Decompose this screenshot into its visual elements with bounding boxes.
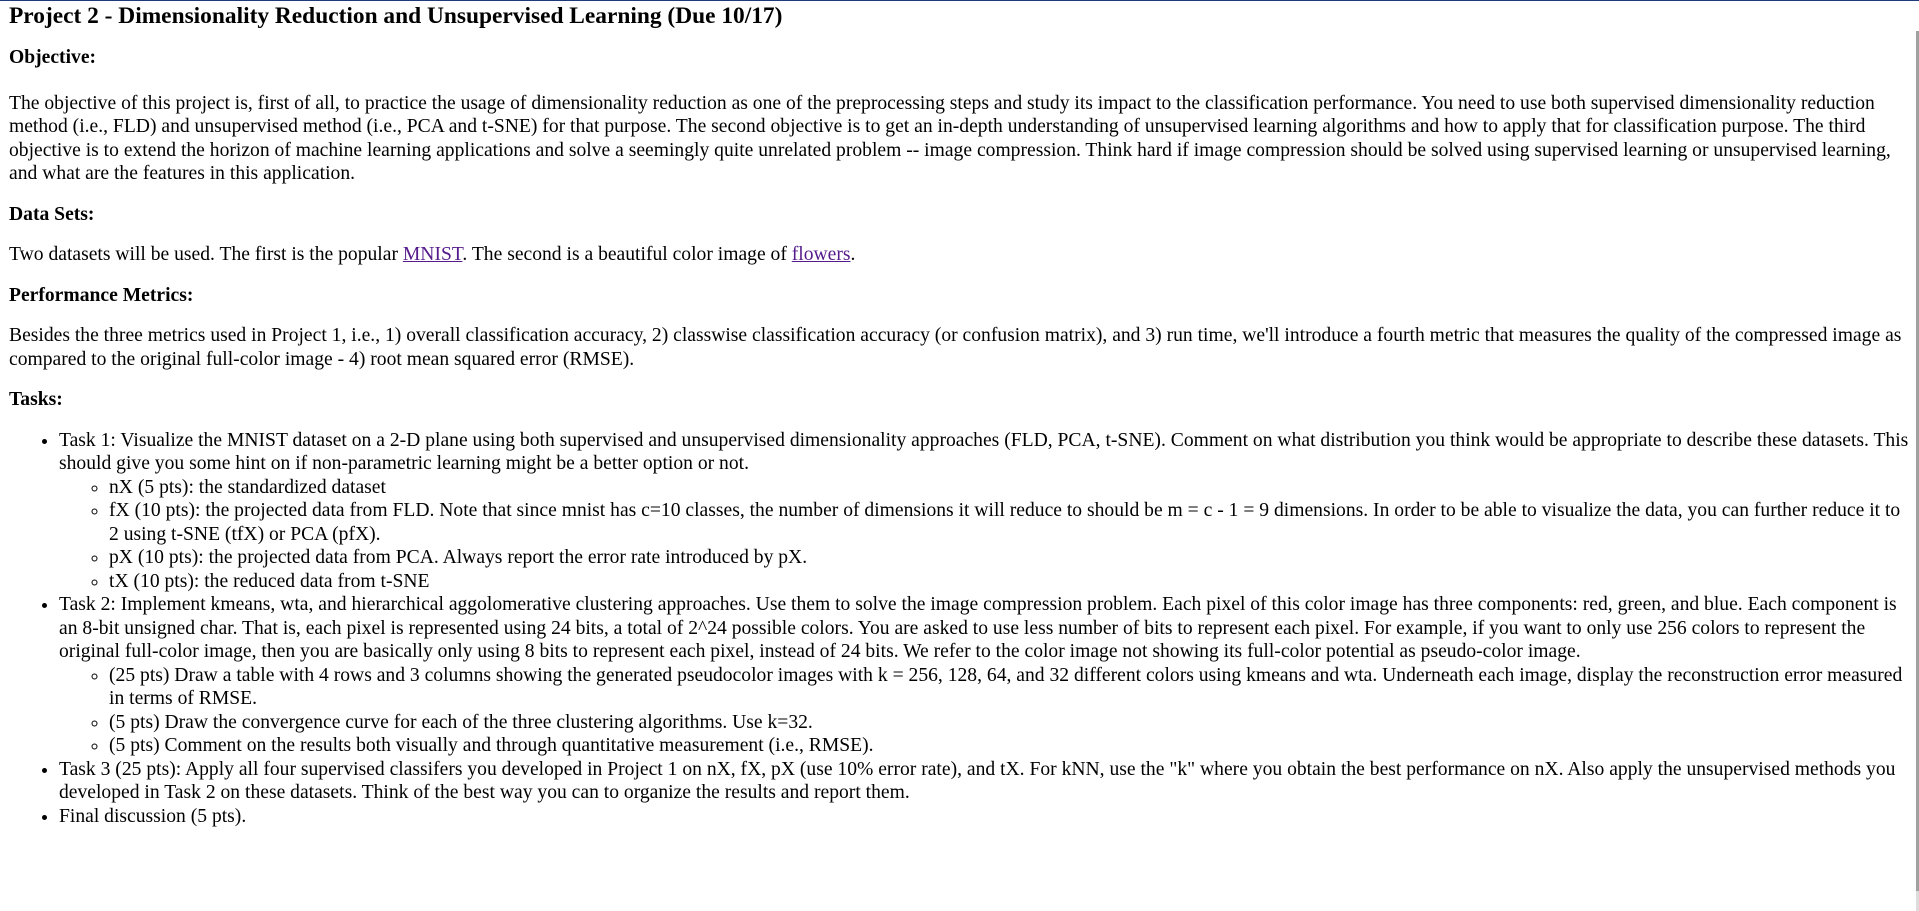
metrics-text: Besides the three metrics used in Project 1, i.e., 1) overall classification accuracy, 2) classwise classification accuracy (or confusion matrix), and 3) run time, we'll introduce a fourth metric that measures the quality of the compressed image as compared to the original full-color image - 4) root mean squared error (RMSE). — [9, 325, 1902, 370]
mnist-link[interactable]: MNIST — [402, 244, 463, 265]
task-item-3: • Task 3 (25 pts): Apply all four supervised classifers you developed in Project 1 on nX, fX, pX (use 10% error rate), and tX. For kNN, use the "k" where you obtain the best performance on nX. Also apply the unsupervised methods you developed in Task 2 on these datasets. Think of the best way you can to organize the results and report them. — [59, 758, 1909, 805]
objective-heading: Objective: — [9, 47, 97, 68]
document-page — [0, 3, 1919, 828]
metrics-heading: Performance Metrics: — [9, 284, 194, 306]
flowers-link[interactable]: flowers — [791, 244, 851, 265]
datasets-text-middle: . The second is a beautiful color image of — [462, 244, 792, 265]
subtask-item: ◦ tX (10 pts): the reduced data from t-SNE — [109, 570, 1909, 594]
objective-text: The objective of this project is, first of all, to practice the usage of dimensionality reduction as one of the preprocessing steps and study its impact to the classification performance. You need to use both supervised dimensionality reduction method (i.e., FLD) and unsupervised method (i.e., PCA and t-SNE) for that purpose. The second objective is to get an in-depth understanding of unsupervised learning algorithms and how to apply that for classification purpose. The third objective is to extend the horizon of machine learning applications and solve a seemingly quite unrelated problem -- image compression. Think hard if image compression should be solved using supervised learning or unsupervised learning, and what are the features in this application. — [9, 92, 1891, 184]
datasets-text-after: . — [850, 244, 856, 265]
subtask-item: ◦ (25 pts) Draw a table with 4 rows and 3 columns showing the generated pseudocolor images with k = 256, 128, 64, and 32 different colors using kmeans and wta. Underneath each image, display the reconstruction error measured in terms of RMSE. — [109, 664, 1909, 711]
datasets-text — [9, 243, 1909, 267]
datasets-heading: Data Sets: — [9, 203, 95, 225]
task-item-1 — [59, 429, 1909, 594]
datasets-text-before: Two datasets will be used. The first is the popular — [9, 244, 403, 265]
subtask-item: ◦ nX (5 pts): the standardized dataset — [109, 476, 1909, 500]
subtask-item: ◦ pX (10 pts): the projected data from PCA. Always report the error rate introduced by pX. — [109, 546, 1909, 570]
tasks-heading: Tasks: — [9, 389, 63, 410]
task1-text: Task 1: Visualize the MNIST dataset on a 2-D plane using both supervised and unsupervised dimensionality approaches (FLD, PCA, t-SNE). Comment on what distribution you think would be appropriate to describe these datasets. This should give you some hint on if non-parametric learning might be a better option or not. — [59, 429, 1909, 474]
task2-text: Task 2: Implement kmeans, wta, and hierarchical aggolomerative clustering approaches. Use them to solve the image compression problem. Each pixel of this color image has three components: red, green, and blue. Each component is an 8-bit unsigned char. That is, each pixel is represented using 24 bits, a total of 2^24 possible colors. You are asked to use less number of bits to represent each pixel. For example, if you want to only use 256 colors to represent the original full-color image, then you are basically only using 8 bits to represent each pixel, instead of 24 bits. We refer to the color image not showing its full-color potential as pseudo-color image. — [59, 594, 1897, 662]
task2-subtask-list — [59, 664, 1909, 758]
page-title: Project 2 - Dimensionality Reduction and Unsupervised Learning (Due 10/17) — [9, 3, 783, 29]
subtask-item: ◦ (5 pts) Comment on the results both visually and through quantitative measurement (i.e., RMSE). — [109, 734, 1909, 758]
task-list — [9, 429, 1909, 829]
task-item-2 — [59, 593, 1909, 758]
subtask-item: ◦ fX (10 pts): the projected data from FLD. Note that since mnist has c=10 classes, the number of dimensions it will reduce to should be m = c - 1 = 9 dimensions. In order to be able to visualize the data, you can further reduce it to 2 using t-SNE (tfX) or PCA (pfX). — [109, 499, 1909, 546]
subtask-item: ◦ (5 pts) Draw the convergence curve for each of the three clustering algorithms. Use k=32. — [109, 711, 1909, 735]
task-item-final: • Final discussion (5 pts). — [59, 805, 1909, 829]
task1-subtask-list — [59, 476, 1909, 594]
